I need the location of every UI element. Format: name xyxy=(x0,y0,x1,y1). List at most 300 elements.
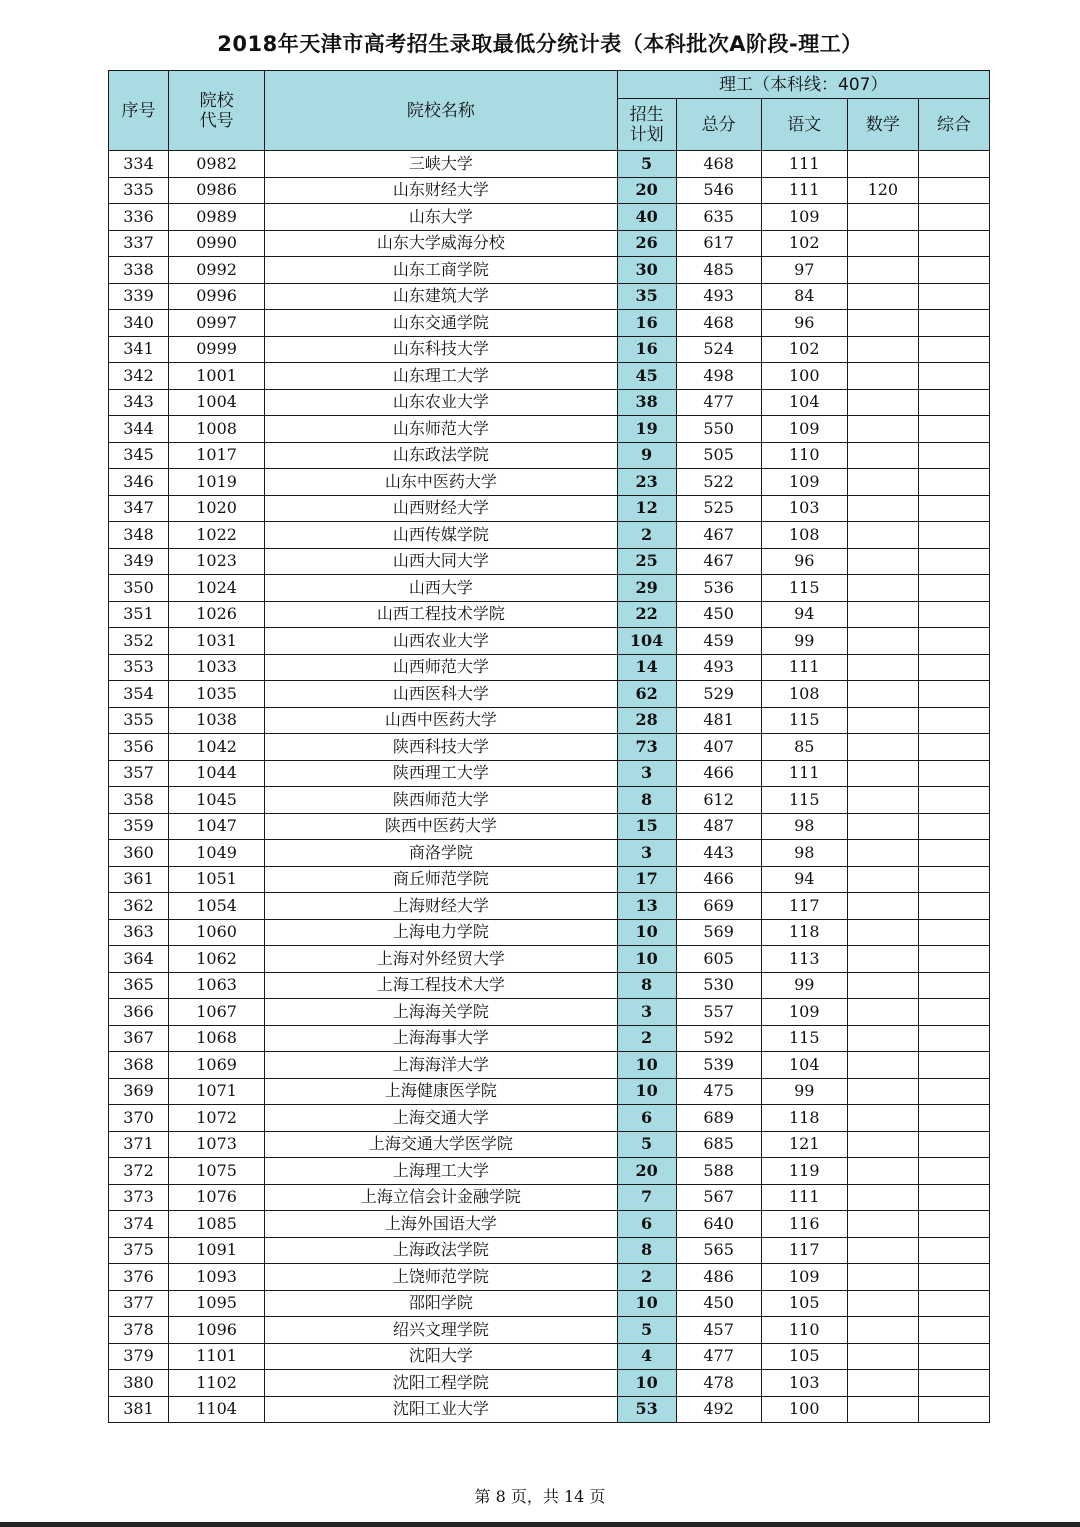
table-row xyxy=(109,1237,990,1264)
cell-school-name: 上饶师范学院 xyxy=(265,1264,617,1291)
table-row xyxy=(109,840,990,867)
cell-comprehensive xyxy=(918,1237,989,1264)
cell-code: 1104 xyxy=(169,1396,265,1423)
cell-code: 1022 xyxy=(169,522,265,549)
cell-school-name: 上海海关学院 xyxy=(265,999,617,1026)
cell-plan: 2 xyxy=(617,1264,676,1291)
table-row xyxy=(109,760,990,787)
cell-chinese: 100 xyxy=(761,1396,847,1423)
table-row xyxy=(109,177,990,204)
cell-code: 1047 xyxy=(169,813,265,840)
cell-math xyxy=(847,522,918,549)
cell-school-name: 沈阳大学 xyxy=(265,1343,617,1370)
cell-total: 539 xyxy=(676,1052,761,1079)
table-row xyxy=(109,654,990,681)
cell-math xyxy=(847,204,918,231)
cell-school-name: 上海工程技术大学 xyxy=(265,972,617,999)
cell-code: 1073 xyxy=(169,1131,265,1158)
cell-code: 1033 xyxy=(169,654,265,681)
cell-code: 1096 xyxy=(169,1317,265,1344)
cell-code: 1017 xyxy=(169,442,265,469)
table-row xyxy=(109,999,990,1026)
cell-chinese: 118 xyxy=(761,919,847,946)
cell-total: 524 xyxy=(676,336,761,363)
header-code: 院校 代号 xyxy=(169,71,265,151)
cell-chinese: 105 xyxy=(761,1290,847,1317)
cell-chinese: 111 xyxy=(761,654,847,681)
cell-seq: 344 xyxy=(109,416,169,443)
cell-total: 530 xyxy=(676,972,761,999)
cell-math xyxy=(847,734,918,761)
cell-seq: 352 xyxy=(109,628,169,655)
cell-school-name: 上海对外经贸大学 xyxy=(265,946,617,973)
cell-plan: 9 xyxy=(617,442,676,469)
cell-code: 1020 xyxy=(169,495,265,522)
cell-seq: 372 xyxy=(109,1158,169,1185)
cell-seq: 353 xyxy=(109,654,169,681)
header-seq: 序号 xyxy=(109,71,169,151)
cell-school-name: 山西中医药大学 xyxy=(265,707,617,734)
cell-math xyxy=(847,575,918,602)
cell-plan: 15 xyxy=(617,813,676,840)
cell-seq: 375 xyxy=(109,1237,169,1264)
cell-math xyxy=(847,1025,918,1052)
cell-chinese: 109 xyxy=(761,999,847,1026)
cell-plan: 6 xyxy=(617,1211,676,1238)
table-row xyxy=(109,1370,990,1397)
table-row xyxy=(109,495,990,522)
cell-comprehensive xyxy=(918,1105,989,1132)
page-number: 第 8 页，共 14 页 xyxy=(474,1487,606,1506)
cell-plan: 2 xyxy=(617,522,676,549)
cell-code: 1072 xyxy=(169,1105,265,1132)
cell-code: 1026 xyxy=(169,601,265,628)
cell-seq: 361 xyxy=(109,866,169,893)
table-row xyxy=(109,1184,990,1211)
cell-chinese: 115 xyxy=(761,787,847,814)
cell-seq: 336 xyxy=(109,204,169,231)
cell-plan: 28 xyxy=(617,707,676,734)
header-name: 院校名称 xyxy=(265,71,617,151)
bottom-border xyxy=(0,1522,1080,1527)
cell-plan: 10 xyxy=(617,1370,676,1397)
cell-school-name: 山东理工大学 xyxy=(265,363,617,390)
cell-plan: 73 xyxy=(617,734,676,761)
cell-chinese: 100 xyxy=(761,363,847,390)
cell-comprehensive xyxy=(918,760,989,787)
cell-total: 612 xyxy=(676,787,761,814)
cell-total: 450 xyxy=(676,1290,761,1317)
cell-total: 486 xyxy=(676,1264,761,1291)
cell-seq: 364 xyxy=(109,946,169,973)
cell-school-name: 山西大同大学 xyxy=(265,548,617,575)
table-row xyxy=(109,1290,990,1317)
cell-chinese: 113 xyxy=(761,946,847,973)
cell-seq: 349 xyxy=(109,548,169,575)
cell-chinese: 110 xyxy=(761,1317,847,1344)
cell-plan: 4 xyxy=(617,1343,676,1370)
cell-plan: 7 xyxy=(617,1184,676,1211)
cell-seq: 348 xyxy=(109,522,169,549)
cell-comprehensive xyxy=(918,1184,989,1211)
cell-plan: 16 xyxy=(617,310,676,337)
cell-plan: 3 xyxy=(617,840,676,867)
cell-comprehensive xyxy=(918,628,989,655)
cell-chinese: 108 xyxy=(761,681,847,708)
cell-seq: 351 xyxy=(109,601,169,628)
cell-chinese: 103 xyxy=(761,495,847,522)
cell-plan: 5 xyxy=(617,1131,676,1158)
cell-chinese: 109 xyxy=(761,469,847,496)
cell-plan: 25 xyxy=(617,548,676,575)
cell-comprehensive xyxy=(918,283,989,310)
cell-school-name: 山东师范大学 xyxy=(265,416,617,443)
cell-total: 685 xyxy=(676,1131,761,1158)
cell-school-name: 山东交通学院 xyxy=(265,310,617,337)
cell-math xyxy=(847,548,918,575)
cell-chinese: 99 xyxy=(761,1078,847,1105)
table-row xyxy=(109,416,990,443)
cell-chinese: 98 xyxy=(761,813,847,840)
cell-school-name: 上海外国语大学 xyxy=(265,1211,617,1238)
cell-seq: 380 xyxy=(109,1370,169,1397)
cell-code: 0990 xyxy=(169,230,265,257)
cell-seq: 359 xyxy=(109,813,169,840)
cell-chinese: 85 xyxy=(761,734,847,761)
cell-code: 0986 xyxy=(169,177,265,204)
cell-total: 477 xyxy=(676,389,761,416)
cell-school-name: 沈阳工程学院 xyxy=(265,1370,617,1397)
cell-seq: 363 xyxy=(109,919,169,946)
cell-code: 1031 xyxy=(169,628,265,655)
cell-total: 605 xyxy=(676,946,761,973)
header-chinese: 语文 xyxy=(761,99,847,151)
cell-plan: 23 xyxy=(617,469,676,496)
cell-seq: 338 xyxy=(109,257,169,284)
cell-school-name: 山东大学 xyxy=(265,204,617,231)
table-body xyxy=(109,151,990,1423)
cell-code: 1038 xyxy=(169,707,265,734)
cell-chinese: 115 xyxy=(761,575,847,602)
cell-chinese: 115 xyxy=(761,1025,847,1052)
cell-seq: 342 xyxy=(109,363,169,390)
cell-code: 1069 xyxy=(169,1052,265,1079)
cell-total: 640 xyxy=(676,1211,761,1238)
cell-math xyxy=(847,1264,918,1291)
cell-total: 467 xyxy=(676,548,761,575)
cell-total: 487 xyxy=(676,813,761,840)
cell-code: 0982 xyxy=(169,151,265,178)
cell-total: 669 xyxy=(676,893,761,920)
cell-total: 689 xyxy=(676,1105,761,1132)
cell-comprehensive xyxy=(918,601,989,628)
cell-chinese: 109 xyxy=(761,416,847,443)
cell-math xyxy=(847,1184,918,1211)
cell-comprehensive xyxy=(918,1264,989,1291)
table-row xyxy=(109,1052,990,1079)
cell-plan: 3 xyxy=(617,760,676,787)
cell-math xyxy=(847,1370,918,1397)
cell-seq: 381 xyxy=(109,1396,169,1423)
cell-comprehensive xyxy=(918,1211,989,1238)
cell-chinese: 121 xyxy=(761,1131,847,1158)
table-row xyxy=(109,469,990,496)
cell-total: 546 xyxy=(676,177,761,204)
cell-comprehensive xyxy=(918,972,989,999)
cell-chinese: 119 xyxy=(761,1158,847,1185)
cell-plan: 10 xyxy=(617,1290,676,1317)
cell-comprehensive xyxy=(918,1396,989,1423)
cell-code: 1095 xyxy=(169,1290,265,1317)
cell-math xyxy=(847,707,918,734)
cell-school-name: 山东中医药大学 xyxy=(265,469,617,496)
cell-code: 1062 xyxy=(169,946,265,973)
cell-math xyxy=(847,972,918,999)
cell-code: 1008 xyxy=(169,416,265,443)
cell-chinese: 97 xyxy=(761,257,847,284)
cell-code: 0996 xyxy=(169,283,265,310)
cell-math xyxy=(847,1290,918,1317)
cell-seq: 378 xyxy=(109,1317,169,1344)
cell-seq: 346 xyxy=(109,469,169,496)
cell-seq: 362 xyxy=(109,893,169,920)
cell-comprehensive xyxy=(918,442,989,469)
cell-code: 0999 xyxy=(169,336,265,363)
cell-code: 1049 xyxy=(169,840,265,867)
cell-school-name: 沈阳工业大学 xyxy=(265,1396,617,1423)
cell-comprehensive xyxy=(918,204,989,231)
table-row xyxy=(109,151,990,178)
table-row xyxy=(109,1343,990,1370)
cell-plan: 30 xyxy=(617,257,676,284)
cell-code: 1001 xyxy=(169,363,265,390)
cell-code: 1019 xyxy=(169,469,265,496)
cell-total: 557 xyxy=(676,999,761,1026)
cell-school-name: 上海理工大学 xyxy=(265,1158,617,1185)
cell-school-name: 上海海洋大学 xyxy=(265,1052,617,1079)
table-row xyxy=(109,310,990,337)
table-row xyxy=(109,1396,990,1423)
header-total: 总分 xyxy=(676,99,761,151)
cell-plan: 10 xyxy=(617,1052,676,1079)
cell-chinese: 118 xyxy=(761,1105,847,1132)
cell-school-name: 山东建筑大学 xyxy=(265,283,617,310)
table-row xyxy=(109,1158,990,1185)
cell-code: 1023 xyxy=(169,548,265,575)
cell-code: 0992 xyxy=(169,257,265,284)
cell-code: 1093 xyxy=(169,1264,265,1291)
cell-plan: 53 xyxy=(617,1396,676,1423)
cell-chinese: 102 xyxy=(761,336,847,363)
cell-chinese: 111 xyxy=(761,760,847,787)
cell-comprehensive xyxy=(918,1052,989,1079)
cell-total: 567 xyxy=(676,1184,761,1211)
cell-school-name: 上海财经大学 xyxy=(265,893,617,920)
cell-comprehensive xyxy=(918,151,989,178)
table-row xyxy=(109,919,990,946)
table-row xyxy=(109,1131,990,1158)
cell-seq: 355 xyxy=(109,707,169,734)
cell-school-name: 上海立信会计金融学院 xyxy=(265,1184,617,1211)
cell-seq: 343 xyxy=(109,389,169,416)
cell-school-name: 山西师范大学 xyxy=(265,654,617,681)
cell-total: 498 xyxy=(676,363,761,390)
cell-school-name: 绍兴文理学院 xyxy=(265,1317,617,1344)
table-row xyxy=(109,336,990,363)
cell-code: 1024 xyxy=(169,575,265,602)
cell-code: 1045 xyxy=(169,787,265,814)
score-table xyxy=(108,70,990,1423)
cell-total: 525 xyxy=(676,495,761,522)
table-row xyxy=(109,389,990,416)
cell-seq: 374 xyxy=(109,1211,169,1238)
cell-code: 0997 xyxy=(169,310,265,337)
table-row xyxy=(109,442,990,469)
cell-total: 493 xyxy=(676,654,761,681)
table-row xyxy=(109,363,990,390)
table-row xyxy=(109,1025,990,1052)
table-row xyxy=(109,787,990,814)
table-row xyxy=(109,257,990,284)
cell-code: 1051 xyxy=(169,866,265,893)
cell-code: 1076 xyxy=(169,1184,265,1211)
cell-seq: 373 xyxy=(109,1184,169,1211)
cell-chinese: 102 xyxy=(761,230,847,257)
cell-comprehensive xyxy=(918,177,989,204)
cell-school-name: 山西大学 xyxy=(265,575,617,602)
cell-chinese: 116 xyxy=(761,1211,847,1238)
cell-chinese: 98 xyxy=(761,840,847,867)
cell-math xyxy=(847,1396,918,1423)
cell-chinese: 84 xyxy=(761,283,847,310)
cell-chinese: 104 xyxy=(761,1052,847,1079)
cell-math xyxy=(847,1211,918,1238)
cell-seq: 350 xyxy=(109,575,169,602)
table-row xyxy=(109,946,990,973)
cell-plan: 6 xyxy=(617,1105,676,1132)
cell-plan: 104 xyxy=(617,628,676,655)
cell-plan: 26 xyxy=(617,230,676,257)
cell-school-name: 陕西中医药大学 xyxy=(265,813,617,840)
cell-comprehensive xyxy=(918,866,989,893)
cell-school-name: 陕西理工大学 xyxy=(265,760,617,787)
cell-comprehensive xyxy=(918,469,989,496)
cell-comprehensive xyxy=(918,1158,989,1185)
cell-chinese: 109 xyxy=(761,204,847,231)
cell-school-name: 山东政法学院 xyxy=(265,442,617,469)
cell-code: 1067 xyxy=(169,999,265,1026)
cell-seq: 369 xyxy=(109,1078,169,1105)
cell-plan: 10 xyxy=(617,1078,676,1105)
table-row xyxy=(109,707,990,734)
cell-total: 450 xyxy=(676,601,761,628)
cell-school-name: 上海海事大学 xyxy=(265,1025,617,1052)
cell-seq: 334 xyxy=(109,151,169,178)
cell-seq: 345 xyxy=(109,442,169,469)
cell-math xyxy=(847,1131,918,1158)
cell-math xyxy=(847,787,918,814)
cell-comprehensive xyxy=(918,416,989,443)
cell-chinese: 109 xyxy=(761,1264,847,1291)
cell-school-name: 山西农业大学 xyxy=(265,628,617,655)
cell-plan: 22 xyxy=(617,601,676,628)
cell-comprehensive xyxy=(918,787,989,814)
table-row xyxy=(109,813,990,840)
cell-comprehensive xyxy=(918,654,989,681)
cell-math xyxy=(847,601,918,628)
cell-total: 477 xyxy=(676,1343,761,1370)
cell-school-name: 山东科技大学 xyxy=(265,336,617,363)
cell-plan: 20 xyxy=(617,1158,676,1185)
header-comprehensive: 综合 xyxy=(918,99,989,151)
cell-plan: 29 xyxy=(617,575,676,602)
cell-code: 1004 xyxy=(169,389,265,416)
cell-school-name: 陕西科技大学 xyxy=(265,734,617,761)
cell-code: 0989 xyxy=(169,204,265,231)
cell-code: 1075 xyxy=(169,1158,265,1185)
cell-school-name: 上海交通大学医学院 xyxy=(265,1131,617,1158)
table-row xyxy=(109,283,990,310)
cell-seq: 368 xyxy=(109,1052,169,1079)
cell-comprehensive xyxy=(918,310,989,337)
table-row xyxy=(109,575,990,602)
cell-comprehensive xyxy=(918,707,989,734)
cell-plan: 8 xyxy=(617,972,676,999)
cell-math xyxy=(847,946,918,973)
cell-school-name: 山西传媒学院 xyxy=(265,522,617,549)
cell-chinese: 96 xyxy=(761,548,847,575)
cell-math xyxy=(847,1343,918,1370)
cell-math xyxy=(847,840,918,867)
cell-total: 478 xyxy=(676,1370,761,1397)
cell-math xyxy=(847,389,918,416)
cell-school-name: 山西医科大学 xyxy=(265,681,617,708)
table-row xyxy=(109,1211,990,1238)
cell-math xyxy=(847,1158,918,1185)
cell-chinese: 96 xyxy=(761,310,847,337)
cell-seq: 340 xyxy=(109,310,169,337)
cell-math xyxy=(847,442,918,469)
cell-total: 550 xyxy=(676,416,761,443)
cell-math xyxy=(847,283,918,310)
table-row xyxy=(109,522,990,549)
cell-school-name: 陕西师范大学 xyxy=(265,787,617,814)
cell-code: 1071 xyxy=(169,1078,265,1105)
cell-school-name: 上海政法学院 xyxy=(265,1237,617,1264)
cell-total: 457 xyxy=(676,1317,761,1344)
cell-comprehensive xyxy=(918,893,989,920)
table-row xyxy=(109,204,990,231)
cell-math: 120 xyxy=(847,177,918,204)
cell-math xyxy=(847,760,918,787)
cell-chinese: 111 xyxy=(761,1184,847,1211)
cell-math xyxy=(847,495,918,522)
cell-seq: 354 xyxy=(109,681,169,708)
header-math: 数学 xyxy=(847,99,918,151)
cell-total: 466 xyxy=(676,760,761,787)
cell-math xyxy=(847,257,918,284)
cell-math xyxy=(847,654,918,681)
cell-comprehensive xyxy=(918,1317,989,1344)
cell-code: 1091 xyxy=(169,1237,265,1264)
cell-comprehensive xyxy=(918,813,989,840)
cell-comprehensive xyxy=(918,522,989,549)
cell-comprehensive xyxy=(918,389,989,416)
cell-seq: 377 xyxy=(109,1290,169,1317)
cell-total: 492 xyxy=(676,1396,761,1423)
cell-seq: 341 xyxy=(109,336,169,363)
cell-school-name: 上海电力学院 xyxy=(265,919,617,946)
